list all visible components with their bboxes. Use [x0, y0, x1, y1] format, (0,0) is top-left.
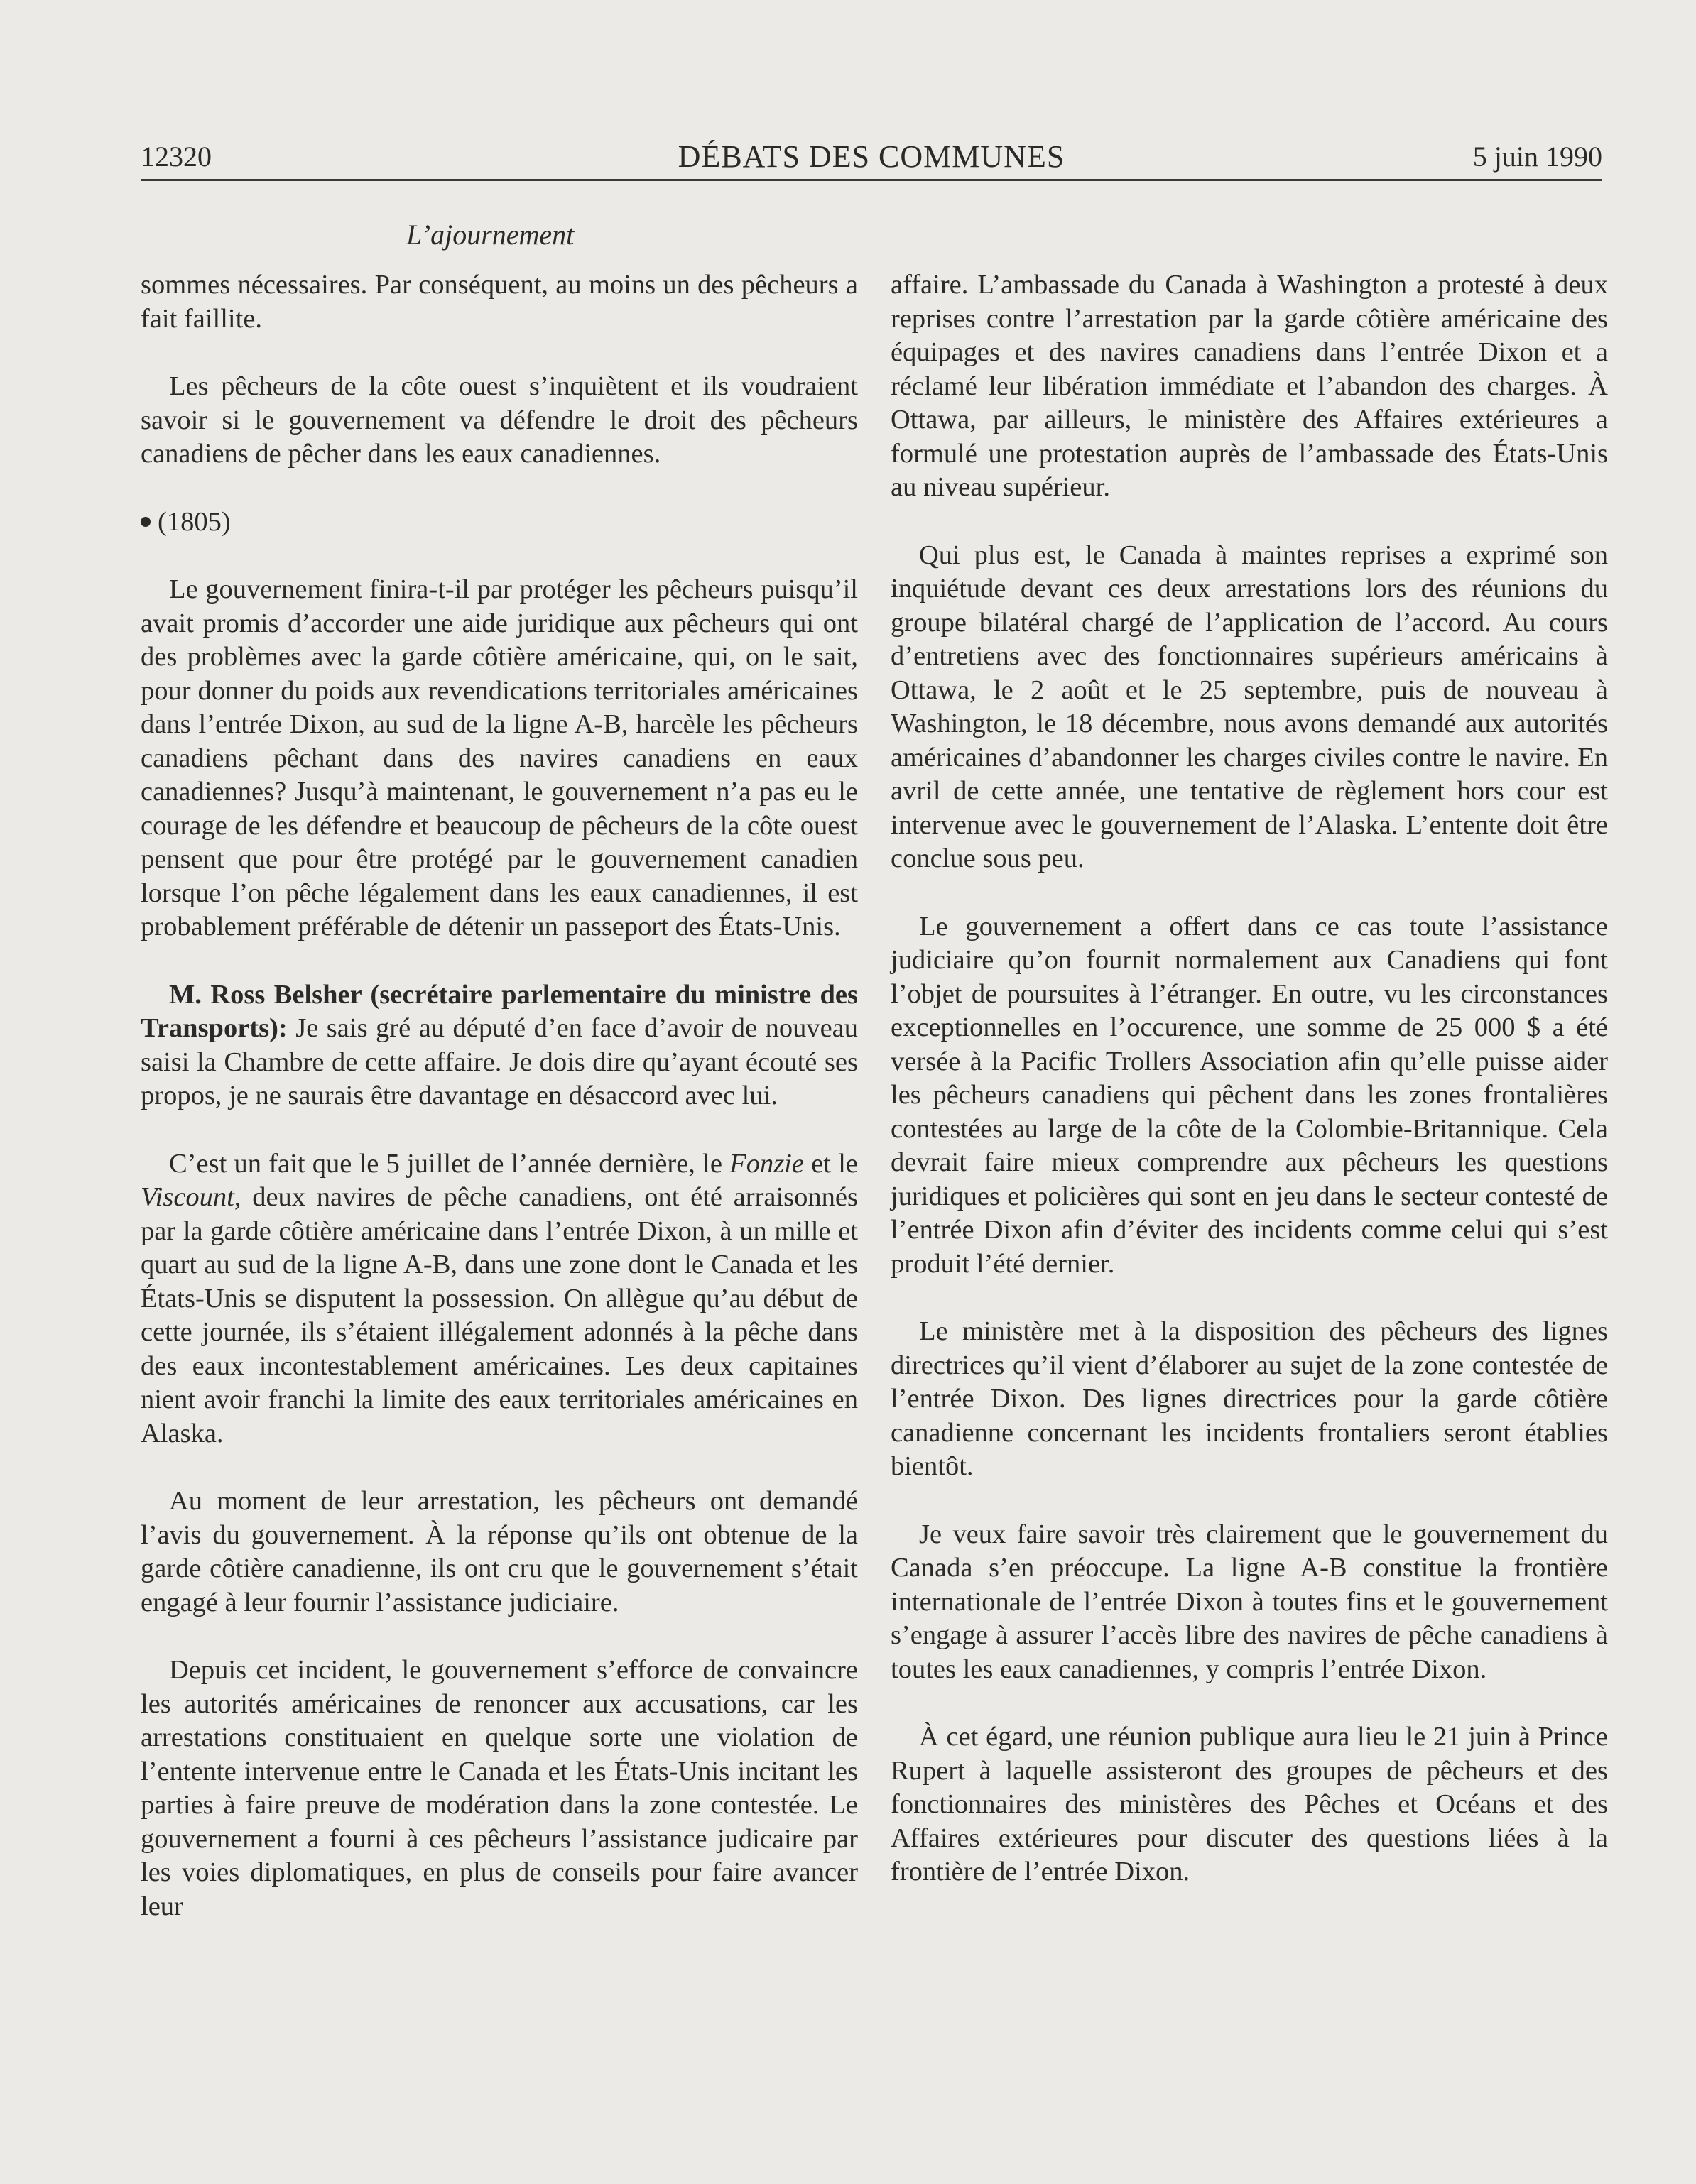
publication-date: 5 juin 1990 [1472, 141, 1602, 173]
vessel-name: Fonzie [729, 1148, 804, 1179]
paragraph: Qui plus est, le Canada à maintes reprises a exprimé son inquiétude devant ces deux arrestations lors des réunions du groupe bilatéral chargé de l’application de l’accord. Au cours d’entretiens avec des fonctionnaires supérieurs américains à Ottawa, le 2 août et le 25 septembre, puis de nouveau à Washington, le 18 décembre, nous avons demandé aux autorités américaines d’abandonner les charges civiles contre le navire. En avril de cette année, une tentative de règlement hors cour est intervenue avec le gouvernement de l’Alaska. L’entente doit être conclue sous peu. [891, 540, 1608, 873]
vessel-name: Viscount [141, 1182, 234, 1212]
paragraph: Depuis cet incident, le gouvernement s’efforce de convaincre les autorités américaines de renoncer aux accusations, car les arrestations constituaient en quelque sorte une violation de l’entente intervenue entre le Canada et les États-Unis incitant les parties à faire preuve de modération dans la zone contestée. Le gouvernement a fourni à ces pêcheurs l’assistance judicaire par les voies diplomatiques, en plus de conseils pour faire avancer leur [141, 1655, 858, 1921]
right-column [891, 268, 1608, 1923]
paragraph: Le ministère met à la disposition des pêcheurs des lignes directrices qu’il vient d’élaborer au sujet de la zone contestée de l’entrée Dixon. Des lignes directrices pour la garde côtière canadienne concernant les incidents frontaliers seront établies bientôt. [891, 1316, 1608, 1481]
paragraph: Les pêcheurs de la côte ouest s’inquiètent et ils voudraient savoir si le gouvernement va défendre le droit des pêcheurs canadiens de pêcher dans les eaux canadiennes. [141, 371, 858, 469]
page-header [141, 139, 1602, 181]
paragraph: Le gouvernement finira-t-il par protéger les pêcheurs puisqu’il avait promis d’accorder une aide juridique aux pêcheurs qui ont des problèmes avec la garde côtière américaine, qui, on le sait, pour donner du poids aux revendications territoriales américaines dans l’entrée Dixon, au sud de la ligne A-B, harcèle les pêcheurs canadiens pêchant dans des navires canadiens en eaux canadiennes? Jusqu’à maintenant, le gouvernement n’a pas eu le courage de les défendre et beaucoup de pêcheurs de la côte ouest pensent que pour être protégé par le gouvernement canadien lorsque l’on pêche légalement dans les eaux canadiennes, il est probablement préférable de détenir un passeport des États-Unis. [141, 574, 858, 941]
section-title: L’ajournement [406, 219, 575, 251]
paragraph: Je veux faire savoir très clairement que le gouvernement du Canada s’en préoccupe. La ligne A-B constitue la frontière internationale de l’entrée Dixon à toutes fins et le gouvernement s’engage à assurer l’accès libre des navires de pêche canadiens à toutes les eaux canadiennes, y compris l’entrée Dixon. [891, 1519, 1608, 1684]
text-span: , deux navires de pêche canadiens, ont été arraisonnés par la garde côtière américaine dans l’entrée Dixon, à un mille et quart au sud de la ligne A-B, dans une zone dont le Canada et les États-Unis se disputent la possession. On allègue qu’au début de cette journée, ils s’étaient illégalement adonnés à la pêche dans des eaux incontestablement américaines. Les deux capitaines nient avoir franchi la limite des eaux territoriales américaines en Alaska. [141, 1182, 858, 1448]
left-column [141, 268, 858, 1958]
paragraph: À cet égard, une réunion publique aura lieu le 21 juin à Prince Rupert à laquelle assisteront des groupes de pêcheurs et des fonctionnaires des ministères des Pêches et Océans et des Affaires extérieures pour discuter des questions liées à la frontière de l’entrée Dixon. [891, 1722, 1608, 1887]
paragraph: Au moment de leur arrestation, les pêcheurs ont demandé l’avis du gouvernement. À la réponse qu’ils ont obtenue de la garde côtière canadienne, ils ont cru que le gouvernement s’était engagé à leur fournir l’assistance judiciaire. [141, 1486, 858, 1617]
bullet-icon [141, 517, 151, 527]
time-marker [141, 506, 858, 540]
speaker-name: M. Ross Belsher (secrétaire parlementaire du ministre des Transports): [141, 979, 858, 1043]
speaker-paragraph [141, 978, 858, 1113]
paragraph: sommes nécessaires. Par conséquent, au moins un des pêcheurs a fait faillite. [141, 270, 858, 334]
text-span: C’est un fait que le 5 juillet de l’année dernière, le [169, 1148, 730, 1179]
page-number: 12320 [141, 141, 212, 173]
time-marker-text: (1805) [158, 506, 231, 537]
paragraph [141, 1147, 858, 1451]
paragraph: Le gouvernement a offert dans ce cas toute l’assistance judiciaire qu’on fournit normalement aux Canadiens qui font l’objet de poursuites à l’étranger. En outre, vu les circonstances exceptionnelles en l’occurence, une somme de 25 000 $ a été versée à la Pacific Trollers Association afin qu’elle puisse aider les pêcheurs canadiens qui pêchent dans les zones frontalières contestées au large de la côte de la Colombie-Britannique. Cela devrait faire mieux comprendre aux pêcheurs les questions juridiques et policières qui sont en jeu dans le secteur contesté de l’entrée Dixon afin d’éviter des incidents comme celui qui s’est produit l’été dernier. [891, 911, 1608, 1279]
publication-title: DÉBATS DES COMMUNES [678, 139, 1065, 174]
paragraph: affaire. L’ambassade du Canada à Washington a protesté à deux reprises contre l’arrestation par la garde côtière américaine des équipages et des navires canadiens dans l’entrée Dixon et a réclamé leur libération immédiate et l’abandon des charges. À Ottawa, par ailleurs, le ministère des Affaires extérieures a formulé une protestation auprès de l’ambassade des États-Unis au niveau supérieur. [891, 270, 1608, 502]
text-span: et le [803, 1148, 858, 1179]
speech-text: Je sais gré au député d’en face d’avoir de nouveau saisi la Chambre de cette affaire. Je dois dire qu’ayant écouté ses propos, je ne saurais être davantage en désaccord avec lui. [141, 1013, 858, 1110]
